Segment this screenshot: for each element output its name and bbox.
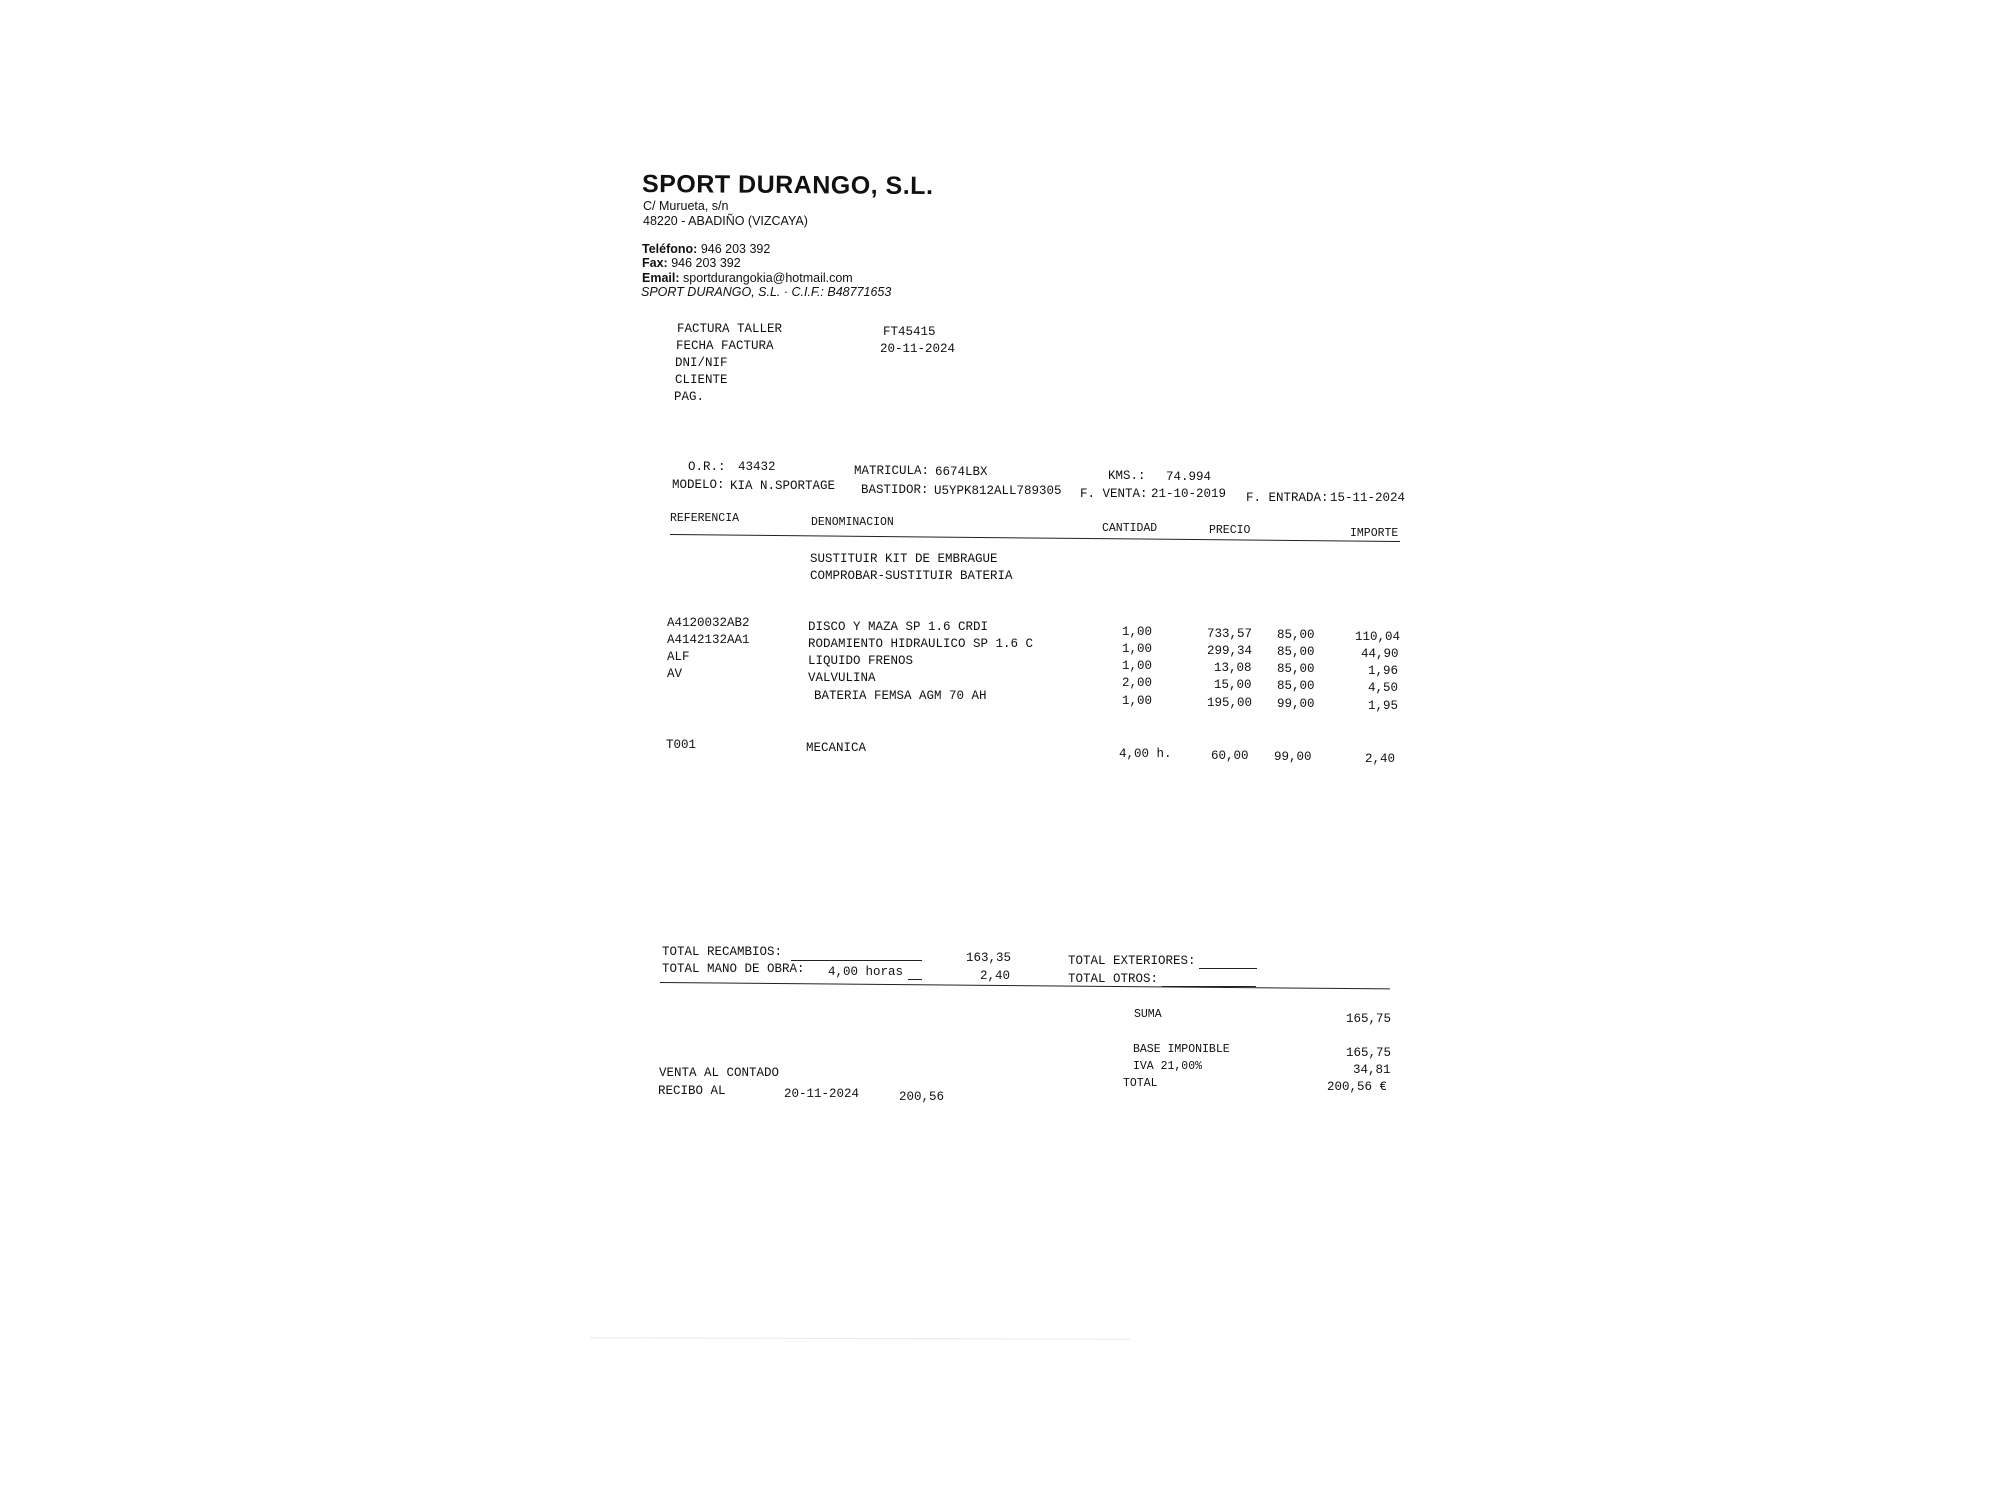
fax-label: Fax: (642, 256, 668, 270)
fventa-value: 21-10-2019 (1151, 487, 1227, 501)
phone-label: Teléfono: (642, 242, 698, 256)
payment-type: VENTA AL CONTADO (659, 1066, 780, 1080)
row-qty: 1,00 (1122, 694, 1153, 708)
invoice-type-label: FACTURA TALLER (677, 322, 783, 336)
kms-label: KMS.: (1108, 469, 1146, 483)
matricula-label: MATRICULA: (854, 464, 930, 478)
suma-value: 165,75 (1346, 1012, 1392, 1026)
company-phone-line (642, 242, 770, 256)
bastidor-label: BASTIDOR: (861, 483, 929, 497)
total-otros-blank (1162, 972, 1256, 987)
phone-value: 946 203 392 (700, 242, 771, 256)
total-recambios-label: TOTAL RECAMBIOS: (662, 945, 783, 959)
row-name: DISCO Y MAZA SP 1.6 CRDI (808, 620, 989, 634)
fentrada-label: F. ENTRADA: (1246, 491, 1329, 505)
modelo-value: KIA N.SPORTAGE (730, 479, 836, 493)
row-amount: 1,96 (1368, 664, 1399, 678)
row-ref: A4120032AB2 (667, 616, 750, 630)
total-mano-obra-blank (908, 964, 922, 980)
labor-ref: T001 (666, 738, 697, 752)
company-cif-line: SPORT DURANGO, S.L. · C.I.F.: B48771653 (641, 285, 892, 299)
fventa-label: F. VENTA: (1080, 487, 1148, 501)
iva-value: 34,81 (1353, 1063, 1391, 1077)
page-label: PAG. (674, 390, 705, 404)
row-disc: 99,00 (1277, 697, 1315, 711)
fentrada-value: 15-11-2024 (1330, 491, 1406, 505)
row-qty: 1,00 (1122, 642, 1153, 656)
row-price: 15,00 (1214, 678, 1252, 692)
dni-label: DNI/NIF (675, 356, 728, 370)
total-recambios-blank (791, 944, 922, 961)
row-amount: 110,04 (1355, 630, 1401, 644)
recibo-date: 20-11-2024 (784, 1087, 860, 1101)
email-label: Email: (642, 271, 680, 285)
company-email-line (642, 271, 853, 285)
client-label: CLIENTE (675, 373, 728, 387)
or-value: 43432 (738, 460, 776, 474)
row-disc: 85,00 (1277, 679, 1315, 693)
work-description-1: SUSTITUIR KIT DE EMBRAGUE (810, 552, 998, 566)
row-amount: 1,95 (1368, 699, 1399, 713)
email-value: sportdurangokia@hotmail.com (683, 271, 853, 285)
suma-label: SUMA (1134, 1008, 1162, 1021)
invoice-date: 20-11-2024 (880, 342, 956, 356)
header-denominacion: DENOMINACION (811, 516, 894, 529)
row-name: BATERIA FEMSA AGM 70 AH (814, 689, 987, 703)
modelo-label: MODELO: (672, 478, 725, 492)
row-amount: 4,50 (1368, 681, 1399, 695)
row-price: 195,00 (1207, 696, 1253, 710)
header-referencia: REFERENCIA (670, 512, 740, 525)
row-ref: A4142132AA1 (667, 633, 750, 647)
total-recambios-value: 163,35 (966, 951, 1012, 965)
recibo-label: RECIBO AL (658, 1084, 726, 1098)
recibo-amount: 200,56 (899, 1090, 945, 1104)
work-description-2: COMPROBAR-SUSTITUIR BATERIA (810, 569, 1013, 583)
base-imponible-label: BASE IMPONIBLE (1133, 1043, 1230, 1056)
header-importe: IMPORTE (1350, 527, 1399, 540)
row-qty: 2,00 (1122, 676, 1153, 690)
base-imponible-value: 165,75 (1346, 1046, 1392, 1060)
header-cantidad: CANTIDAD (1102, 522, 1158, 535)
or-label: O.R.: (688, 460, 726, 474)
row-name: LIQUIDO FRENOS (808, 654, 914, 668)
total-label: TOTAL (1123, 1077, 1158, 1090)
iva-label: IVA 21,00% (1133, 1060, 1203, 1073)
header-precio: PRECIO (1209, 524, 1251, 537)
total-mano-obra-label: TOTAL MANO DE OBRA: (662, 962, 805, 976)
company-fax-line (642, 256, 741, 270)
total-mano-obra-hours: 4,00 horas (828, 965, 904, 979)
row-price: 733,57 (1207, 627, 1253, 641)
row-disc: 85,00 (1277, 645, 1315, 659)
row-ref: AV (667, 667, 683, 681)
labor-name: MECANICA (806, 741, 867, 755)
row-disc: 85,00 (1277, 628, 1315, 642)
labor-disc: 99,00 (1274, 750, 1312, 764)
company-address-city: 48220 - ABADIÑO (VIZCAYA) (643, 214, 808, 228)
totals-rule (660, 982, 1390, 989)
kms-value: 74.994 (1166, 470, 1212, 484)
total-mano-obra-value: 2,40 (980, 969, 1011, 983)
total-exteriores-label: TOTAL EXTERIORES: (1068, 954, 1196, 968)
labor-price: 60,00 (1211, 749, 1249, 763)
company-name: SPORT DURANGO, S.L. (641, 170, 934, 201)
invoice-number: FT45415 (883, 325, 936, 339)
row-qty: 1,00 (1122, 625, 1153, 639)
labor-qty: 4,00 h. (1119, 747, 1172, 761)
company-address-street: C/ Murueta, s/n (643, 199, 729, 213)
matricula-value: 6674LBX (935, 465, 988, 479)
invoice-date-label: FECHA FACTURA (676, 339, 774, 353)
row-amount: 44,90 (1361, 647, 1399, 661)
row-name: VALVULINA (808, 671, 876, 685)
row-qty: 1,00 (1122, 659, 1153, 673)
labor-amount: 2,40 (1365, 752, 1396, 766)
fax-value: 946 203 392 (671, 256, 741, 270)
row-disc: 85,00 (1277, 662, 1315, 676)
bastidor-value: U5YPK812ALL789305 (934, 484, 1062, 498)
row-price: 299,34 (1207, 644, 1253, 658)
total-otros-label: TOTAL OTROS: (1068, 972, 1159, 986)
row-name: RODAMIENTO HIDRAULICO SP 1.6 C (808, 637, 1034, 651)
row-ref: ALF (667, 650, 690, 664)
row-price: 13,08 (1214, 661, 1252, 675)
total-exteriores-blank (1199, 954, 1257, 969)
scan-artifact-line (590, 1337, 1130, 1339)
header-rule (670, 534, 1400, 542)
total-value: 200,56 € (1327, 1080, 1388, 1094)
